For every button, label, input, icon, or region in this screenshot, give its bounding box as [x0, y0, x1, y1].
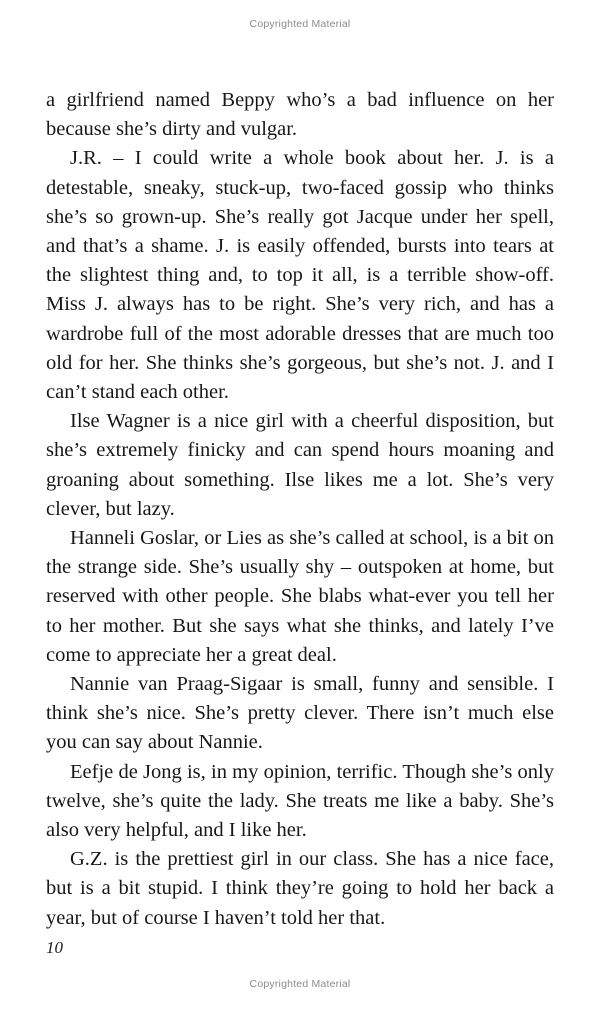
body-text-column: [46, 86, 554, 933]
paragraph: Hanneli Goslar, or Lies as she’s called at school, is a bit on the strange side. She’s usually shy – outspoken at home, but reserved with other people. She blabs what-ever you tell her to her mother. But she says what she thinks, and lately I’ve come to appreciate her a great deal.: [46, 527, 554, 666]
copyright-watermark-bottom: Copyrighted Material: [249, 978, 351, 990]
page-number: 10: [46, 938, 63, 957]
paragraph: Nannie van Praag-Sigaar is small, funny and sensible. I think she’s nice. She’s pretty clever. There isn’t much else you can say about Nannie.: [46, 673, 554, 754]
copyright-watermark-top: Copyrighted Material: [249, 18, 351, 30]
paragraph: Ilse Wagner is a nice girl with a cheerful disposition, but she’s extremely finicky and can spend hours moaning and groaning about something. Ilse likes me a lot. She’s very clever, but lazy.: [46, 410, 554, 520]
paragraph: G.Z. is the prettiest girl in our class. She has a nice face, but is a bit stupid. I think they’re going to hold her back a year, but of course I haven’t told her that.: [46, 848, 554, 929]
paragraph: a girlfriend named Beppy who’s a bad influence on her because she’s dirty and vulgar.: [46, 89, 554, 141]
paragraph: Eefje de Jong is, in my opinion, terrific. Though she’s only twelve, she’s quite the lady. She treats me like a baby. She’s also very helpful, and I like her.: [46, 760, 554, 842]
paragraph: J.R. – I could write a whole book about her. J. is a detestable, sneaky, stuck-up, two-faced gossip who thinks she’s so grown-up. She’s really got Jacque under her spell, and that’s a shame. J. is easily offended, bursts into tears at the slightest thing and, to top it all, is a terrible show-off. Miss J. always has to be right. She’s very rich, and has a wardrobe full of the most adorable dresses that are much too old for her. She thinks she’s gorgeous, but she’s not. J. and I can’t stand each other.: [46, 147, 554, 404]
